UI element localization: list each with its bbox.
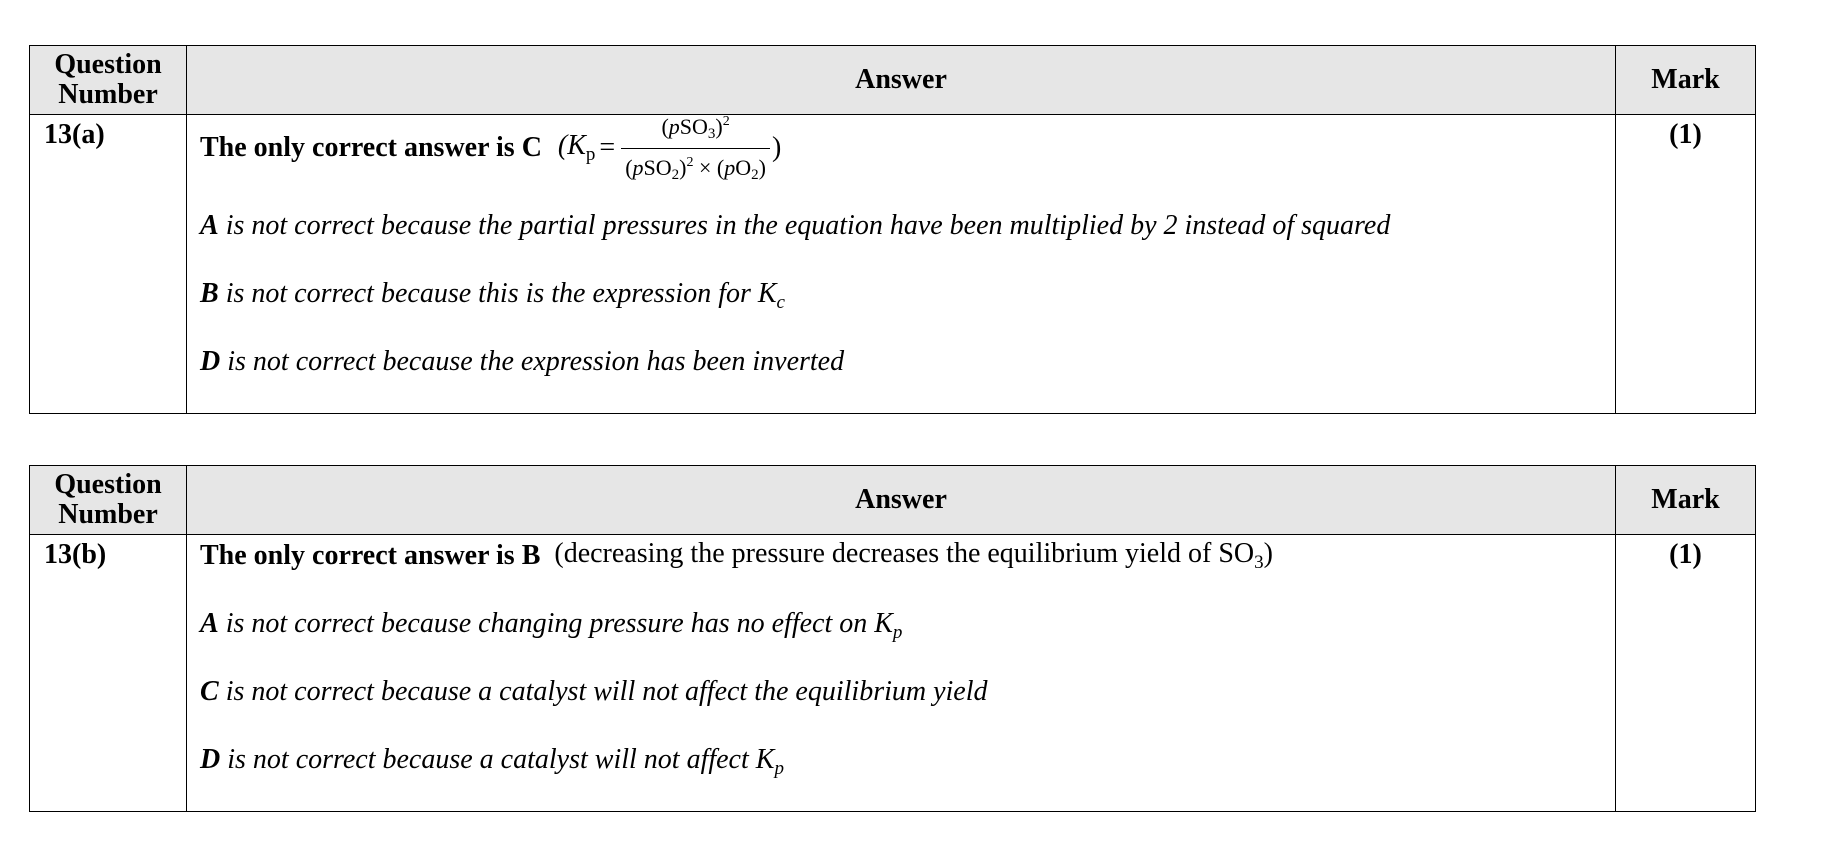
correct-answer-line xyxy=(200,113,1605,183)
correct-answer-explanation: (decreasing the pressure decreases the equilibrium yield of $SO_3$) xyxy=(554,538,1273,573)
reason-c: C is not correct because a catalyst will not affect the equilibrium yield xyxy=(200,676,988,707)
reason-a: A is not correct because the partial pressures in the equation have been multiplied by 2 instead of squared xyxy=(200,210,1391,241)
formula-close: ) xyxy=(771,132,782,163)
question-number: 13(b) xyxy=(30,535,187,812)
answer-header: Answer xyxy=(187,46,1616,115)
answer-cell xyxy=(187,535,1616,812)
mark-header: Mark xyxy=(1616,46,1756,115)
formula-denominator: $(pSO_2)^2 \times (pO_2)$ xyxy=(621,148,770,188)
table-header-row xyxy=(30,466,1756,535)
reason-a: A is not correct because changing pressure has no effect on $K_p$ xyxy=(200,608,903,643)
correct-answer-line xyxy=(200,535,1605,577)
reason-d: D is not correct because a catalyst will not affect $K_p$ xyxy=(200,744,784,779)
reason-b: B is not correct because this is the expression for $K_c$ xyxy=(200,278,785,313)
question-number: 13(a) xyxy=(30,115,187,414)
kp-formula xyxy=(558,109,781,188)
correct-answer-lead: The only correct answer is C xyxy=(200,132,542,163)
mark-scheme-table-13a xyxy=(29,45,1756,414)
mark-header: Mark xyxy=(1616,466,1756,535)
table-header-row xyxy=(30,46,1756,115)
formula-equals: = xyxy=(599,132,616,163)
reason-d: D is not correct because the expression has been inverted xyxy=(200,346,845,377)
question-number-header: Question Number xyxy=(30,46,187,115)
correct-answer-lead: The only correct answer is B xyxy=(200,540,541,571)
question-number-header: Question Number xyxy=(30,466,187,535)
mark-scheme-table-13b xyxy=(29,465,1756,812)
formula-fraction xyxy=(621,109,770,188)
formula-open: ($K_p$ xyxy=(557,130,596,165)
answer-cell xyxy=(187,115,1616,414)
formula-numerator: $(pSO_3)^2$ xyxy=(661,113,730,142)
answer-header: Answer xyxy=(187,466,1616,535)
table-row xyxy=(30,115,1756,414)
mark-value: (1) xyxy=(1616,535,1756,812)
table-row xyxy=(30,535,1756,812)
mark-value: (1) xyxy=(1616,115,1756,414)
